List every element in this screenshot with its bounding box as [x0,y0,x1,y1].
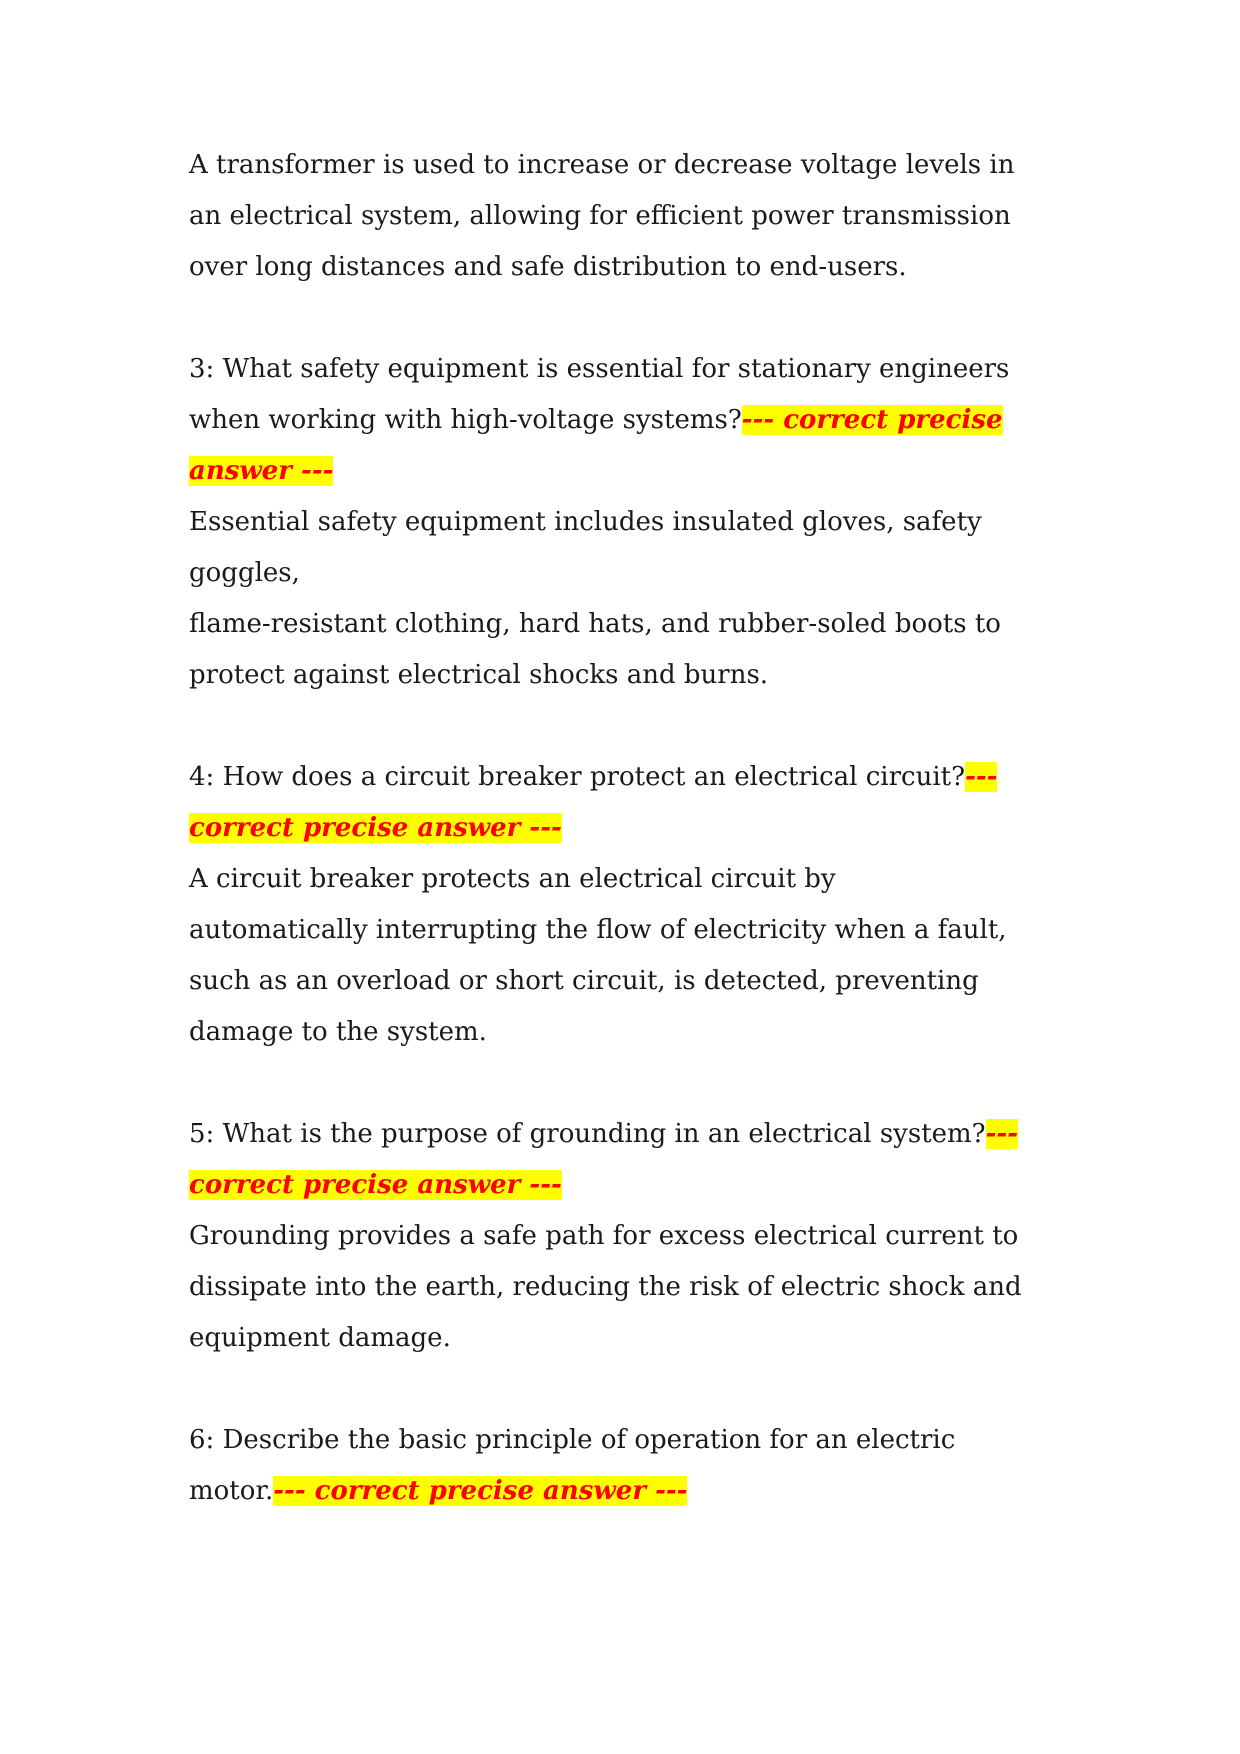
answer-marker-highlight: --- [965,762,998,792]
answer-5-line: equipment damage. [189,1323,451,1353]
answer-5-line: dissipate into the earth, reducing the risk of electric shock and [189,1272,1022,1302]
question-4-line [189,752,1089,803]
document-body [189,140,1089,1517]
intro-line: an electrical system, allowing for efficient power transmission [189,201,1011,231]
answer-3-line: Essential safety equipment includes insulated gloves, safety [189,507,982,537]
answer-3-line: flame-resistant clothing, hard hats, and rubber-soled boots to [189,609,1001,639]
question-6-text: motor. [189,1476,274,1506]
question-5-block [189,1109,1089,1364]
intro-paragraph [189,140,1089,293]
question-3-block [189,344,1089,701]
answer-marker-highlight: correct precise answer --- [189,813,562,843]
question-3-line [189,446,1089,497]
question-6-line: 6: Describe the basic principle of operation for an electric [189,1425,956,1455]
question-4-text: 4: How does a circuit breaker protect an electrical circuit? [189,762,966,792]
question-3-line: 3: What safety equipment is essential for stationary engineers [189,354,1010,384]
answer-marker-highlight: --- correct precise answer --- [273,1476,688,1506]
answer-5-line: Grounding provides a safe path for excess electrical current to [189,1221,1019,1251]
answer-4-line: A circuit breaker protects an electrical circuit by [189,864,836,894]
question-3-line [189,395,1089,446]
paragraph-spacer [189,1058,1089,1109]
question-4-line [189,803,1089,854]
paragraph-spacer [189,293,1089,344]
answer-3-line: goggles, [189,558,300,588]
question-5-text: 5: What is the purpose of grounding in an electrical system? [189,1119,986,1149]
answer-4-line: damage to the system. [189,1017,487,1047]
question-6-line [189,1466,1089,1517]
question-6-block [189,1415,1089,1517]
answer-marker-highlight: --- [985,1119,1018,1149]
answer-3-line: protect against electrical shocks and burns. [189,660,769,690]
answer-4-line: such as an overload or short circuit, is detected, preventing [189,966,979,996]
question-5-line [189,1160,1089,1211]
paragraph-spacer [189,701,1089,752]
intro-line: A transformer is used to increase or decrease voltage levels in [189,150,1015,180]
question-3-text: when working with high-voltage systems? [189,405,742,435]
answer-4-line: automatically interrupting the flow of electricity when a fault, [189,915,1007,945]
answer-marker-highlight: correct precise answer --- [189,1170,562,1200]
question-4-block [189,752,1089,1058]
intro-line: over long distances and safe distribution to end-users. [189,252,907,282]
question-5-line [189,1109,1089,1160]
answer-marker-highlight: --- correct precise [741,405,1003,435]
answer-marker-highlight: answer --- [189,456,334,486]
paragraph-spacer [189,1364,1089,1415]
